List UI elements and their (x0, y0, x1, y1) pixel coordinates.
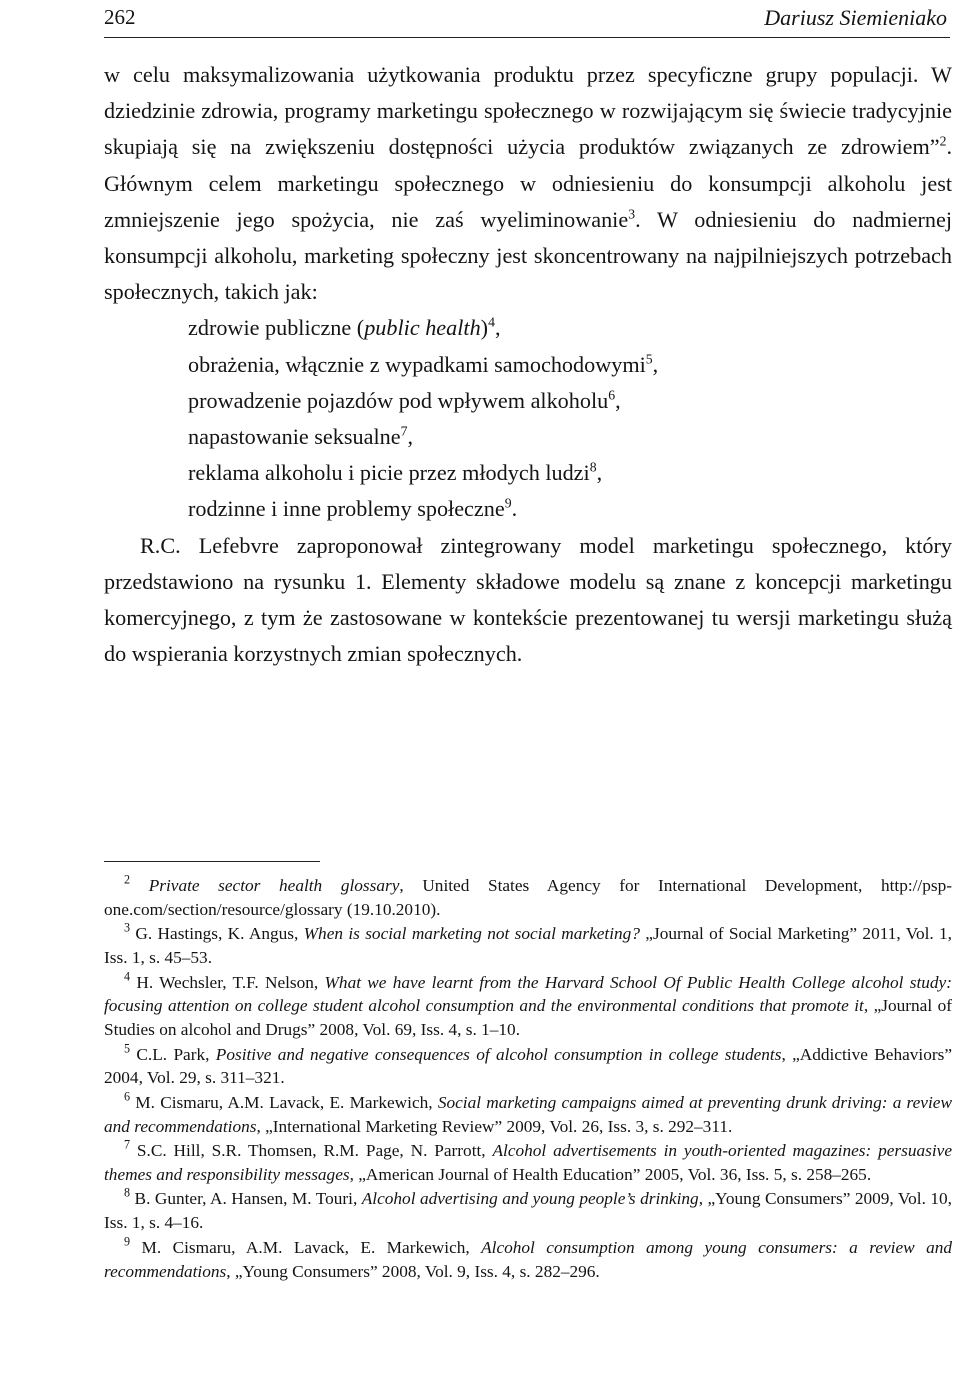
paragraph-1-part-b: . Głównym celem marketingu społecznego w odniesieniu do konsumpcji alkoholu jest zmniejszenie jego spożycia, nie zaś wyeliminowanie (104, 134, 952, 232)
footnote-title: When is social marketing not social marketing? (303, 924, 640, 944)
footnote-8 (104, 1187, 952, 1235)
list-item-italic: public health (364, 315, 481, 341)
footnote-authors: C.L. Park, (136, 1044, 216, 1064)
list-item (104, 310, 952, 346)
footnote-authors: B. Gunter, A. Hansen, M. Touri, (134, 1189, 362, 1209)
footnote-number: 9 (124, 1234, 131, 1249)
footnote-title: What we have learnt from the Harvard School Of Public Health College alcohol study: focusing attention on college student alcohol consumption and the environmental conditions that promote it (104, 972, 952, 1016)
footnote-source: , „American Journal of Health Education” 2005, Vol. 36, Iss. 5, s. 258–265. (349, 1165, 872, 1184)
footnote-number: 6 (124, 1089, 131, 1104)
footnote-authors: M. Cismaru, A.M. Lavack, E. Markewich, (141, 1237, 482, 1257)
footnote-source: , „Young Consumers” 2009, Vol. 10, Iss. 1, s. 4–16. (104, 1189, 952, 1233)
list-item-punct: , (494, 315, 501, 341)
header-rule (104, 37, 950, 38)
paragraph-2: R.C. Lefebvre zaproponował zintegrowany model marketingu społecznego, który przedstawiono na rysunku 1. Elementy składowe modelu są znane z koncepcji marketingu komercyjnego, z tym że zastosowane w kontekście prezentowanej tu wersji marketingu służą do wspierania korzystnych zmian społecznych. (104, 532, 952, 667)
list-item-text: napastowanie seksualne (188, 424, 401, 450)
body-text (104, 57, 952, 672)
list-item-text: rodzinne i inne problemy społeczne (188, 496, 505, 522)
list-item-punct: , (615, 387, 621, 413)
footnote-ref-3: 3 (628, 206, 636, 222)
footnote-3 (104, 922, 952, 970)
footnote-source: , United States Agency for International Development, http://psp-one.com/section/resource/glossary (19.10.2010). (104, 876, 952, 919)
footnote-ref: 4 (488, 314, 495, 330)
list-item (104, 419, 952, 455)
footnote-authors: H. Wechsler, T.F. Nelson, (136, 972, 325, 992)
running-head-author: Dariusz Siemieniako (764, 5, 947, 30)
footnote-authors: S.C. Hill, S.R. Thomsen, R.M. Page, N. Parrott, (136, 1141, 493, 1161)
footnote-title: Social marketing campaigns aimed at preventing drunk driving: a review and recommendations (104, 1092, 952, 1136)
paragraph-1 (104, 57, 952, 310)
footnote-number: 3 (124, 920, 131, 935)
footnote-title: Alcohol consumption among young consumers: a review and recommendations (104, 1237, 952, 1281)
footnote-ref: 8 (589, 459, 597, 475)
list-item (104, 347, 952, 383)
footnote-title: Positive and negative consequences of alcohol consumption in college students (215, 1044, 782, 1064)
footnote-7 (104, 1139, 952, 1187)
footnote-number: 4 (124, 969, 131, 984)
footnote-source: „Journal of Social Marketing” 2011, Vol. 1, Iss. 1, s. 45–53. (104, 924, 953, 968)
footnote-source: , „Journal of Studies on alcohol and Drugs” 2008, Vol. 69, Iss. 4, s. 1–10. (104, 996, 952, 1040)
list-item (104, 491, 952, 527)
page-number: 262 (104, 5, 136, 29)
footnote-4 (104, 971, 952, 1042)
footnote-title: Alcohol advertising and young people’s drinking (361, 1189, 699, 1209)
footnote-source: , „Addictive Behaviors” 2004, Vol. 29, s. 311–321. (104, 1044, 952, 1088)
footnote-source: , „Young Consumers” 2008, Vol. 9, Iss. 4, s. 282–296. (226, 1261, 600, 1281)
list-item (104, 383, 952, 419)
list-item-text: zdrowie publiczne ( (188, 315, 365, 341)
list-item-text-after: ) (480, 315, 489, 341)
footnote-source: , „International Marketing Review” 2009, Vol. 26, Iss. 3, s. 292–311. (256, 1116, 733, 1136)
footnote-number: 7 (124, 1137, 131, 1152)
footnote-number: 2 (124, 872, 131, 887)
list-item (104, 455, 952, 491)
footnote-ref: 5 (645, 351, 653, 367)
list-item-text: prowadzenie pojazdów pod wpływem alkoholu (188, 387, 609, 413)
footnote-authors: G. Hastings, K. Angus, (135, 924, 304, 944)
list-item-punct: . (511, 496, 518, 522)
footnote-6 (104, 1091, 952, 1139)
footnote-rule (104, 861, 320, 862)
list-item-text: obrażenia, włącznie z wypadkami samochodowymi (188, 351, 646, 377)
footnote-9 (104, 1236, 952, 1284)
needs-list (104, 310, 952, 527)
paragraph-1-part-a: w celu maksymalizowania użytkowania produktu przez specyficzne grupy populacji. W dziedzinie zdrowia, programy marketingu społecznego w rozwijającym się świecie tradycyjnie skupiają się na zwiększeniu dostępności użycia produktów związanych ze zdrowiem” (104, 62, 952, 160)
footnote-title: Alcohol advertisements in youth-oriented magazines: persuasive themes and responsibility messages (104, 1141, 952, 1184)
paragraph-1-part-c: . W odniesieniu do nadmiernej konsumpcji alkoholu, marketing społeczny jest skoncentrowany na najpilniejszych potrzebach społecznych, takich jak: (104, 206, 953, 305)
footnotes (104, 874, 952, 1284)
list-item-punct: , (596, 460, 603, 486)
footnote-authors: M. Cismaru, A.M. Lavack, E. Markewich, (135, 1092, 438, 1112)
footnote-ref: 9 (504, 495, 512, 511)
footnote-ref: 7 (400, 423, 408, 439)
footnote-ref-2: 2 (939, 133, 947, 149)
footnote-2 (104, 874, 952, 922)
list-item-punct: , (652, 351, 659, 377)
list-item-punct: , (407, 424, 413, 450)
footnote-title: Private sector health glossary (148, 876, 400, 895)
page-header (104, 0, 950, 38)
footnote-number: 8 (124, 1185, 131, 1200)
footnote-number: 5 (124, 1041, 131, 1056)
footnote-ref: 6 (608, 387, 616, 403)
list-item-text: reklama alkoholu i picie przez młodych ludzi (188, 460, 590, 486)
footnote-5 (104, 1043, 952, 1091)
